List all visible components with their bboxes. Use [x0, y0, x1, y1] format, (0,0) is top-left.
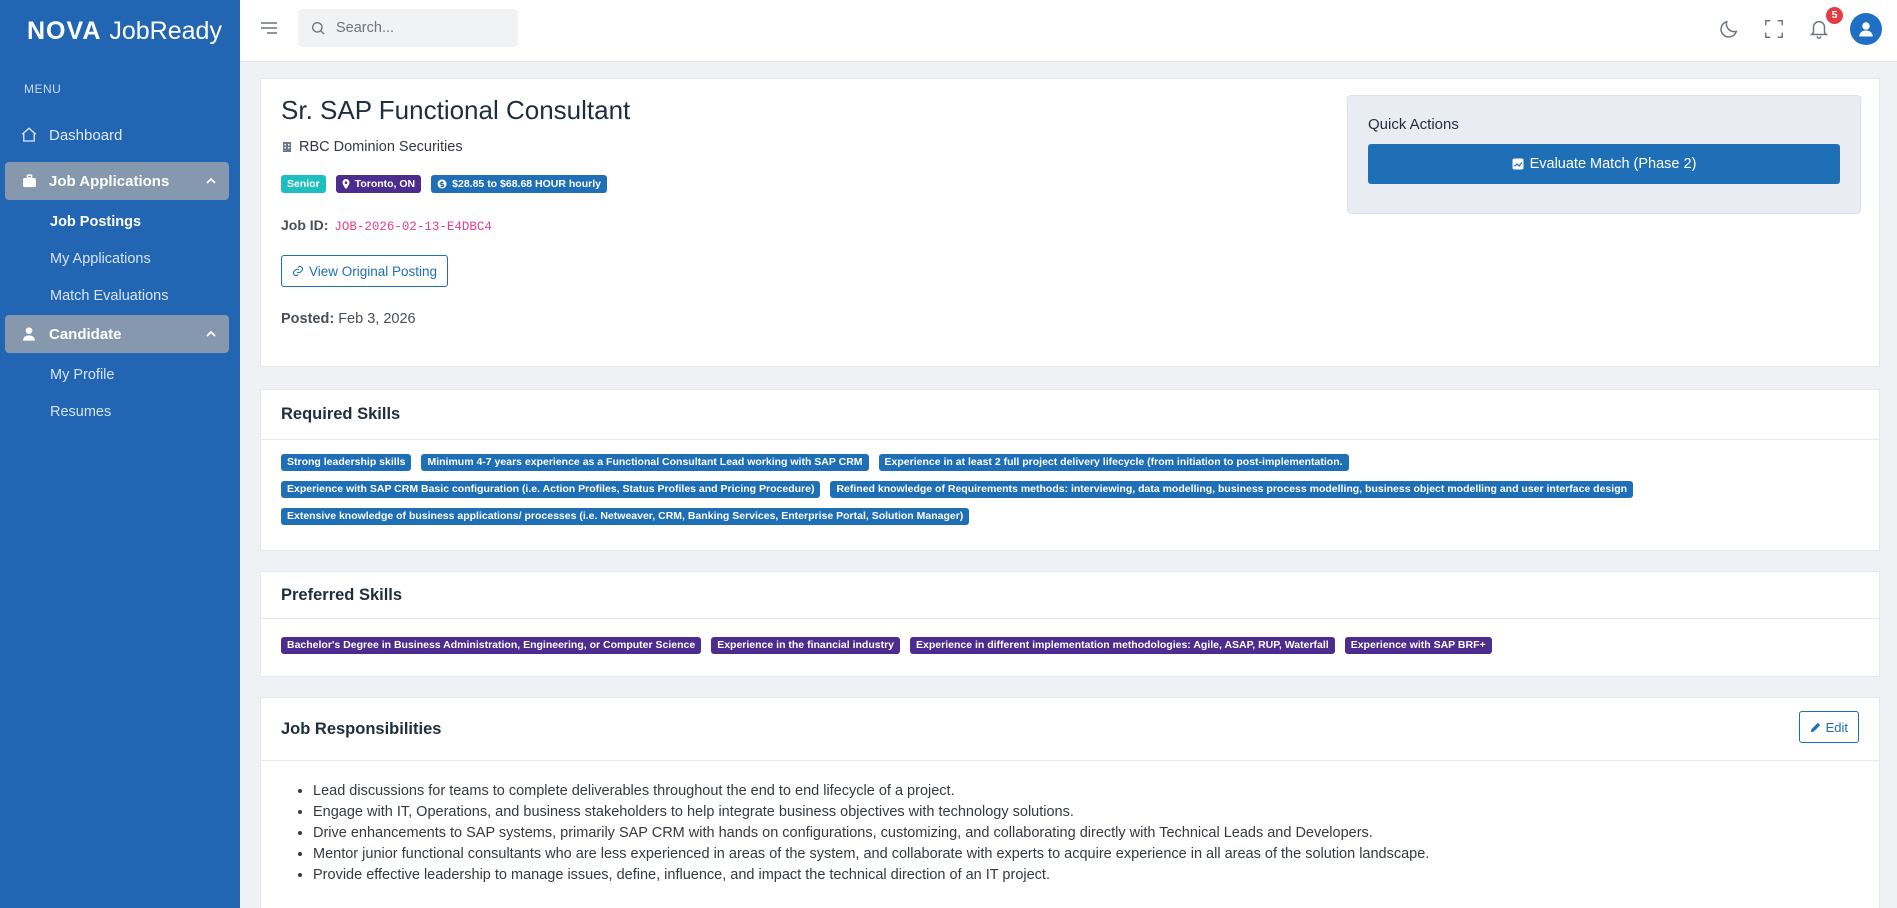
- responsibilities-header: [261, 698, 1879, 761]
- preferred-skill-chip: Bachelor's Degree in Business Administration, Engineering, or Computer Science: [281, 637, 701, 654]
- responsibilities-list: [261, 761, 1879, 883]
- person-icon: [19, 324, 39, 344]
- sidebar-item-dashboard[interactable]: [5, 116, 229, 154]
- posted-value: Feb 3, 2026: [338, 311, 416, 327]
- location-badge: [336, 175, 421, 193]
- notification-count-badge: 5: [1826, 7, 1843, 24]
- sidebar-group-label: Candidate: [49, 325, 122, 343]
- brand-name-part1: NOVA: [27, 16, 102, 45]
- required-skill-chip: Experience with SAP CRM Basic configuration (i.e. Action Profiles, Status Profiles and Pricing Procedure): [281, 481, 820, 498]
- list-item: • Provide effective leadership to manage issues, define, influence, and impact the technical direction of an IT project.: [313, 867, 1879, 883]
- evaluate-match-button[interactable]: [1368, 144, 1840, 184]
- preferred-skills-title: Preferred Skills: [261, 572, 1879, 619]
- search-box[interactable]: [298, 9, 518, 47]
- company-label: RBC Dominion Securities: [299, 139, 463, 155]
- sidebar-group-job-applications[interactable]: [5, 162, 229, 200]
- preferred-skills-card: [260, 571, 1880, 677]
- required-skill-chip: Experience in at least 2 full project delivery lifecycle (from initiation to post-implementation.: [879, 454, 1349, 471]
- search-icon: [310, 20, 326, 36]
- job-id-label: Job ID:: [281, 217, 329, 233]
- preferred-skill-chip: Experience with SAP BRF+: [1345, 637, 1492, 654]
- posted-label: Posted:: [281, 311, 335, 327]
- required-skill-chip: Extensive knowledge of business applications/ processes (i.e. Netweaver, CRM, Banking Services, Enterprise Portal, Solution Manager): [281, 508, 969, 525]
- quick-actions-panel: [1347, 95, 1861, 214]
- notification-bell-icon[interactable]: [1806, 9, 1838, 42]
- job-id-value: JOB-2026-02-13-E4DBC4: [334, 220, 492, 234]
- sidebar-item-my-applications[interactable]: My Applications: [50, 250, 151, 267]
- location-pin-icon: [342, 179, 350, 189]
- sidebar-group-label: Job Applications: [49, 172, 170, 190]
- edit-responsibilities-button[interactable]: [1799, 711, 1859, 743]
- salary-text: $28.85 to $68.68 HOUR hourly: [452, 178, 601, 190]
- menu-toggle-icon[interactable]: [260, 20, 278, 41]
- brand-name-part2: JobReady: [109, 16, 222, 45]
- avatar[interactable]: [1850, 13, 1882, 45]
- sidebar-item-my-profile[interactable]: My Profile: [50, 366, 115, 383]
- skill-row: [281, 637, 1879, 656]
- job-title: Sr. SAP Functional Consultant: [281, 95, 631, 125]
- level-badge: Senior: [281, 175, 326, 193]
- edit-label: Edit: [1825, 719, 1848, 735]
- sidebar-item-resumes[interactable]: Resumes: [50, 403, 112, 420]
- view-original-posting-button[interactable]: [281, 255, 448, 287]
- list-item: • Mentor junior functional consultants who are less experienced in areas of the system, and collaborate with experts to acquire experience in all areas of the solution landscape.: [313, 846, 1879, 862]
- list-item: • Drive enhancements to SAP systems, primarily SAP CRM with hands on configurations, customizing, and collaborating directly with Technical Leads and Developers.: [313, 825, 1879, 841]
- required-skill-chip: Strong leadership skills: [281, 454, 411, 471]
- evaluate-match-label: Evaluate Match (Phase 2): [1529, 156, 1697, 172]
- preferred-skills-list: [261, 619, 1879, 656]
- pencil-icon: [1810, 722, 1821, 733]
- job-badges: [281, 175, 617, 193]
- quick-actions-title: Quick Actions: [1368, 116, 1459, 133]
- sidebar-item-label: Dashboard: [49, 126, 123, 144]
- required-skills-card: [260, 389, 1880, 551]
- chart-icon: [1512, 158, 1524, 170]
- posted-date: [281, 311, 416, 327]
- responsibilities-card: [260, 697, 1880, 908]
- job-header-card: [260, 78, 1880, 367]
- list-item: • Engage with IT, Operations, and business stakeholders to help integrate business objectives with technology solutions.: [313, 804, 1879, 820]
- skill-row: [281, 454, 1879, 473]
- required-skills-title: Required Skills: [261, 390, 1879, 440]
- sidebar: [0, 0, 240, 908]
- sidebar-item-job-postings[interactable]: Job Postings: [50, 213, 142, 230]
- preferred-skill-chip: Experience in the financial industry: [711, 637, 900, 654]
- search-input[interactable]: [336, 20, 496, 36]
- sidebar-group-candidate[interactable]: [5, 315, 229, 353]
- chevron-up-icon: [205, 174, 217, 191]
- skill-row: [281, 508, 1879, 527]
- required-skill-chip: Refined knowledge of Requirements methods: interviewing, data modelling, business process modelling, business object modelling and user interface design: [830, 481, 1633, 498]
- building-icon: [281, 141, 293, 153]
- responsibilities-title: Job Responsibilities: [281, 719, 442, 738]
- brand-logo[interactable]: [0, 0, 240, 62]
- required-skills-list: [261, 440, 1879, 527]
- job-id: [281, 217, 492, 234]
- dark-mode-icon[interactable]: [1716, 16, 1742, 42]
- location-text: Toronto, ON: [354, 178, 416, 190]
- topbar: [240, 0, 1897, 62]
- dollar-icon: [437, 179, 447, 189]
- company-name: [281, 139, 463, 155]
- sidebar-item-match-evaluations[interactable]: Match Evaluations: [50, 287, 169, 304]
- salary-badge: [431, 175, 607, 193]
- required-skill-chip: Minimum 4-7 years experience as a Functional Consultant Lead working with SAP CRM: [421, 454, 868, 471]
- chevron-up-icon: [205, 327, 217, 344]
- list-item: • Lead discussions for teams to complete deliverables throughout the end to end lifecycle of a project.: [313, 783, 1879, 799]
- briefcase-icon: [19, 171, 39, 191]
- preferred-skill-chip: Experience in different implementation methodologies: Agile, ASAP, RUP, Waterfall: [910, 637, 1335, 654]
- skill-row: [281, 481, 1879, 500]
- fullscreen-icon[interactable]: [1761, 16, 1787, 42]
- view-original-label: View Original Posting: [309, 263, 438, 279]
- home-icon: [19, 125, 39, 145]
- menu-label: MENU: [24, 82, 62, 96]
- link-icon: [292, 265, 304, 277]
